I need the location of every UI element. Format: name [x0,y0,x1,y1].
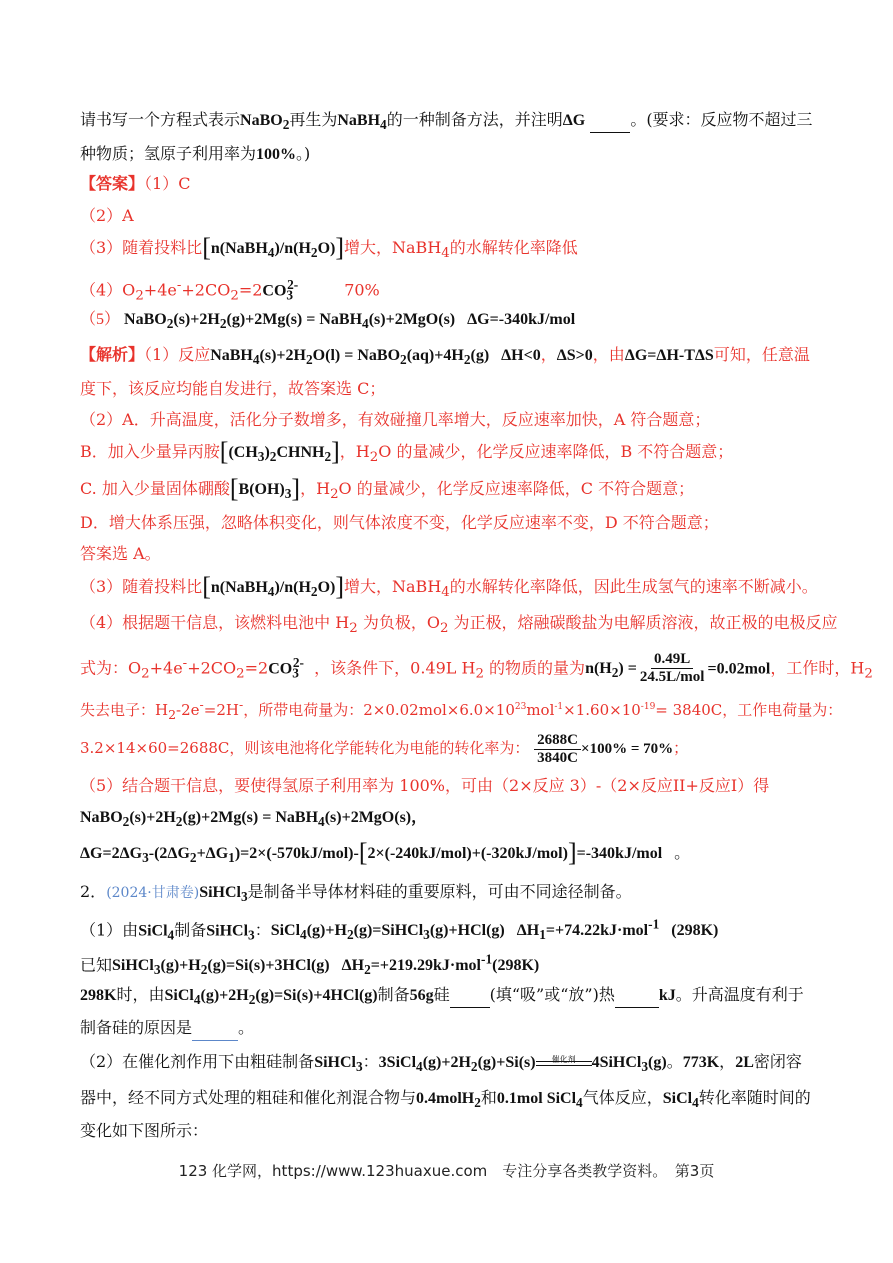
analysis-line-14: $NaBO_2(s)+2H_2(g)+2Mg(s)$ = NaBH$_4$(s)+2MgO(s)， [80,809,428,830]
q2-line-4: 298K时，由$SiCl_4(g)+2H_2(g)=Si(s)+4HCl(g)$制备56g硅 (填“吸”或“放”)热 kJ。升高温度有利于 [80,985,804,1008]
answer-line-4: $(4)O_2+4e^-+2CO_2=2CO_3^{2-}$ 70% [80,277,380,304]
analysis-line-4: B．加入少量异丙胺$[(CH_3)_2CHNH_2]$，$H_2O$ 的量减少，化学反应速率降低，B 不符合题意； [80,437,734,466]
q2-line-3: 已知$SiHCl_3(g)+H_2(g)=Si(s)+3HCl(g)$ $\Delta H_2=+219.29kJ\cdot mol^{-1}(298K)$ [80,952,540,978]
catalyst-equilibrium-arrow: 催化剂 [536,1056,592,1070]
q2-line-8: 变化如下图所示： [80,1121,209,1140]
answer-line-5: （5） $NaBO_2(s)+2H_2(g)+2Mg(s)$ = NaBH$_4$(s)+2MgO(s) ΔG=-340kJ/mol [80,311,576,332]
analysis-line-10: 式为：$O_2+4e^-+2CO_2=2CO_3^{2-}$ ，该条件下，0.49L $H_2$ 的物质的量为$n(H_2)$ = $\frac{0.49L}{\text{24.5L/mol}}$ =0.02mol，工作时，$H_2$ [80,651,873,686]
q2-line-6: （2）在催化剂作用下由粗硅制备SiHCl$_3$：$3SiCl_4(g)+2H_2(g)+Si(s)$ 催化剂 4SiHCl$_3$(g)。773K，2L密闭容 [80,1052,802,1075]
analysis-line-3: （2）A．升高温度，活化分子数增多，有效碰撞几率增大，反应速率加快，A 符合题意； [80,410,711,429]
answer-line-2: （2）A [80,206,134,225]
heat-type-blank [450,983,490,1008]
answer-tag: 【答案】 [80,174,145,193]
q2-line-1: 2．(2024·甘肃卷)SiHCl$_3$是制备半导体材料硅的重要原料，可由不同途径制备。 [80,882,632,905]
question-line-1: 请书写一个方程式表示NaBO$_2$再生为NaBH$_4$的一种制备方法，并注明ΔG 。(要求：反应物不超过三 [80,110,813,133]
answer-blank [590,108,630,133]
analysis-line-1: 【解析】（1）反应$NaBH_4(s)+2H_2O(l)$ = $NaBO_2(aq)+4H_2(g)$ ΔH<0，ΔS>0，由ΔG=ΔH-TΔS可知，任意温 [80,345,810,368]
analysis-tag: 【解析】 [80,345,145,364]
analysis-line-12: 3.2×14×60=2688C，则该电池将化学能转化为电能的转化率为： $\frac{2688C}{3840C}$ ×100% = 70%； [80,731,689,766]
moles-fraction: $\frac{0.49L}{\text{24.5L/mol}}$ [639,651,705,686]
answer-line-3: （3）随着投料比$[n(NaBH_4)/n(H_2O)]$增大，NaBH$_4$的水解转化率降低 [80,233,578,262]
analysis-line-7: 答案选 A。 [80,544,161,563]
source-tag: (2024·甘肃卷) [106,885,200,901]
answer-line-1: 【答案】（1）C [80,174,191,193]
analysis-line-8: （3）随着投料比$[n(NaBH_4)/n(H_2O)]$增大，NaBH$_4$的水解转化率降低，因此生成氢气的速率不断减小。 [80,572,818,601]
question-line-2: 种物质；氢原子利用率为100%。) [80,144,311,163]
analysis-line-6: D．增大体系压强，忽略体积变化，则气体浓度不变，化学反应速率不变，D 不符合题意； [80,513,719,532]
analysis-line-9: （4）根据题干信息，该燃料电池中 $H_2$ 为负极，$O_2$ 为正极，熔融碳酸盐为电解质溶液，故正极的电极反应 [80,613,838,637]
analysis-line-2: 度下，该反应均能自发进行，故答案选 C； [80,379,386,398]
analysis-line-5: C. 加入少量固体硼酸$[B(OH)_3]$，$H_2O$ 的量减少，化学反应速率降低，C 不符合题意； [80,474,695,503]
analysis-line-15: $\Delta G=2\Delta G_3-(2\Delta G_2+\Delta G_1)=2\times(-570kJ/mol)-[2\times(-240kJ/mol)+(-320kJ/mol)]=-340kJ$/mol 。 [80,838,691,867]
q2-line-5: 制备硅的原因是 。 [80,1016,820,1041]
heat-value-blank [615,983,659,1008]
efficiency-fraction: $\frac{2688C}{3840C}$ [534,732,581,767]
page-footer: 123 化学网，https://www.123huaxue.com 专注分享各类教学资料。 第3页 [178,1162,715,1180]
q2-line-2: （1）由SiCl$_4$制备SiHCl$_3$：$SiCl_4(g)+H_2(g)=SiHCl_3(g)+HCl(g)$ $\Delta H_1=+74.22kJ\cdot mol^{-1}$ (298K) [80,917,719,943]
analysis-line-11: 失去电子：$H_2-2e^-=2H^-$，所带电荷量为：$2\times 0.02mol\times 6.0\times 10^{23}mol^{-1}\times 1.60\times 10^{-19}= 3840C$，工作电荷量为： [80,697,843,722]
reason-blank [192,1016,238,1041]
analysis-line-13: （5）结合题干信息，要使得氢原子利用率为 100%，可由（2×反应 3）-（2×反应II+反应I）得 [80,776,770,795]
q2-line-7: 器中，经不同方式处理的粗硅和催化剂混合物与0.4molH$_2$和0.1mol SiCl$_4$气体反应，SiCl$_4$转化率随时间的 [80,1088,811,1111]
